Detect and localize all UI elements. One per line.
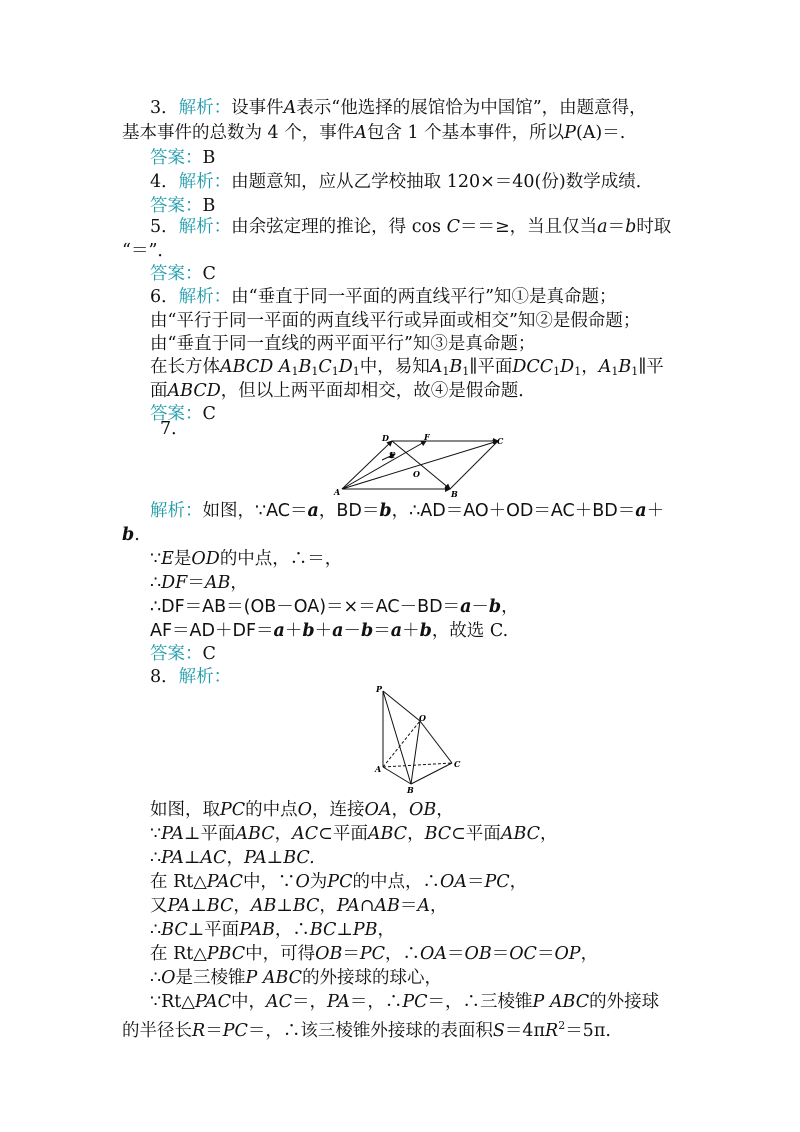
text: P ABC [532,992,590,1012]
text: ， [226,848,244,868]
q6-line-5 [150,380,536,402]
text: － [471,597,489,617]
text: BC [424,824,452,844]
q3-line-1 [150,97,647,119]
q8-line-4 [150,871,527,893]
text: C [202,264,216,284]
q3-line-2 [122,122,625,144]
q3-answer [150,147,215,169]
text: 如图，∵AC＝ [202,501,308,521]
text: 解析： [178,667,232,687]
text: AF＝AD＋DF＝ [150,621,274,641]
text: OA [364,800,392,820]
text: PA [161,848,184,868]
text: 的外接球的球心， [302,968,443,988]
text: 的中点，∴＝， [219,549,343,569]
q7-line-3 [150,548,342,570]
text: ＋ [284,621,303,641]
text: ∴DF＝AB＝(OB－OA)＝×＝AC－BD＝ [150,597,461,617]
text: ∴ [150,573,162,593]
text: AC [266,992,293,1012]
q5-answer [150,263,216,285]
text: ， [430,896,448,916]
q3-number: 3． [150,98,179,118]
text: ∵ [150,824,162,844]
text: ， [377,920,396,940]
text: ＝ [536,944,555,964]
text: A [598,357,612,377]
text: PA [161,824,184,844]
q7-number [160,418,189,440]
q8-line-5 [150,895,448,917]
q6-line-2 [150,310,640,332]
text: ＝ [342,944,360,964]
text: C [318,357,332,377]
text: AB [204,573,231,593]
fig-label-B: B [451,489,458,499]
text: 又 [150,896,168,916]
text: a [635,501,647,521]
text: PAB [239,920,275,940]
answer-label: 答案： [150,148,203,168]
text: 面 [150,381,168,401]
text: a [307,501,319,521]
text: ， [319,896,337,916]
text: A [354,123,367,143]
text: A [429,357,443,377]
text: OA [439,872,467,892]
parallelogram-figure [330,432,510,500]
fig-label-E: E [389,450,396,460]
text: E [161,549,174,569]
text: R [545,1021,559,1041]
text: ， [501,597,519,617]
text: S [492,1021,505,1041]
fig-label-B: B [407,785,414,793]
text: 如图，取 [150,800,220,820]
text: R [192,1021,206,1041]
text: ，∴ [274,920,310,940]
text: 表示“他选择的展馆恰为中国馆”，由题意得， [296,98,647,118]
text: PC [327,872,353,892]
q8-line-2 [150,823,558,845]
text: ＝，∴ [349,992,403,1012]
text: ∥平 [638,357,664,377]
text: AC [292,824,319,844]
text: ⊥ [190,896,207,916]
text: 1 [311,365,319,378]
text: ，连接 [312,800,365,820]
text: 1 [442,365,450,378]
text: PC [359,944,385,964]
q5-line-1 [150,216,671,238]
q7-line-1 [150,500,664,522]
text: ⊂平面 [451,824,501,844]
text: “＝”． [122,241,175,261]
text: ＋ [646,501,665,521]
text: a [273,621,285,641]
text: 基本事件的总数为 4 个，事件 [122,123,355,143]
text: a [332,621,344,641]
fig-label-O: O [419,713,426,723]
text: PBC [206,944,246,964]
text: b [379,501,392,521]
text: ， [509,872,528,892]
text: AB [374,896,400,916]
text: b [302,621,315,641]
text: OC [509,944,537,964]
text: ABCD A [220,357,292,377]
text: ⊥平面 [183,824,236,844]
text: 设事件 [231,98,284,118]
text: B [449,357,463,377]
text: 1 [331,365,339,378]
text: a [390,621,403,641]
text: O [295,872,310,892]
q8-line-9 [150,991,659,1013]
text: ⊥平面 [187,920,240,940]
text: A [417,896,431,916]
text: ， [581,357,599,377]
text: 解析： [150,501,203,521]
text: P [564,123,576,143]
text: DF [161,573,188,593]
fig-label-D: D [382,433,389,443]
text: 的半径长 [122,1021,192,1041]
text: ⊥ [266,848,284,868]
text: ∩ [359,896,375,916]
q4-answer [150,195,215,217]
text: b [625,217,637,237]
text: OA [419,944,447,964]
text: ⊥ [276,896,293,916]
text: ＝＝≥，当且仅当 [460,217,598,237]
text: ABC [367,824,408,844]
q8-line-1 [150,799,454,821]
text: C [202,644,216,664]
text: 中，∵ [242,872,296,892]
text: ，故选 C. [431,621,509,641]
fig-label-A: A [334,487,341,497]
text: 答案： [150,644,203,664]
text: BC. [283,848,315,868]
text: ， [274,824,293,844]
text: ABC [500,824,541,844]
text: 1 [462,365,470,378]
q8-line-7 [150,943,598,965]
q7-line-5 [150,596,519,618]
text: ， [233,896,251,916]
q6-line-1 [150,286,617,308]
text: PA [243,848,267,868]
text: 是 [173,549,192,569]
text: 由题意知，应从乙学校抽取 120×＝40(份)数学成绩． [231,172,654,192]
text: PC [222,1021,248,1041]
text: 1 [553,365,561,378]
text: b [122,525,135,545]
text: ＝. [602,123,626,143]
text: 6． [150,287,179,307]
q7-line-2 [122,524,140,546]
text: PA [327,992,350,1012]
text: 答案： [150,404,203,424]
text: ⊥ [336,920,353,940]
text: ＋ [402,621,420,641]
fig-label-O: O [413,469,420,479]
q3-analysis-label: 解析： [178,98,232,118]
text: OP [554,944,581,964]
text: ＝ [399,896,418,916]
text: ＝ [446,944,465,964]
text: ， [407,824,425,844]
text: 中，易知 [359,357,430,377]
fig-label-A: A [375,764,382,774]
text: 答案： [150,264,203,284]
q7-line-6 [150,620,508,642]
q8-line-6 [150,919,395,941]
text: C [202,404,216,424]
fig-label-C: C [454,759,461,769]
text: 在 Rt△ [150,944,207,964]
text: OB [409,800,437,820]
text: PB [352,920,378,940]
q7-answer [150,643,216,665]
text: P ABC [245,968,303,988]
text: 2 [558,1019,566,1032]
text: ＝ [205,1021,223,1041]
q7-line-4 [150,572,248,594]
text: (A) [575,123,603,143]
text: b [360,621,374,641]
text: a [597,217,608,237]
text: ∴ [150,848,162,868]
text: D [560,357,575,377]
text: 在 Rt△ [150,872,207,892]
pyramid-figure [370,683,470,793]
text: BC [206,896,234,916]
text: ∴ [150,968,162,988]
text: ，但以上两平面却相交，故④是假命题． [220,381,536,401]
q4-analysis-label: 解析： [178,172,232,192]
text: B [618,357,632,377]
q6-line-3 [150,333,535,355]
text: B [298,357,312,377]
q4-line-1 [150,171,653,193]
text: ， [436,800,454,820]
text: 由余弦定理的推论，得 cos [231,217,442,237]
text: 是三棱锥 [175,968,246,988]
text: ，∴AD＝AO＋OD＝AC＋BD＝ [391,501,636,521]
text: C [446,217,460,237]
text: PC [220,800,246,820]
text: a [460,597,472,617]
text: D [338,357,353,377]
text: 包含 1 个基本事件，所以 [366,123,565,143]
text: ∴ [150,920,162,940]
text: A [283,98,297,118]
text: 1 [631,365,639,378]
text: 的中点 [245,800,298,820]
text: PA [167,896,191,916]
text: 在长方体 [150,357,220,377]
text: ＝ [607,217,626,237]
text: 的中点，∴ [352,872,440,892]
text: PC [402,992,428,1012]
text: ， [230,573,248,593]
text: OB [464,944,492,964]
text: b [488,597,502,617]
text: ，BD＝ [318,501,380,521]
text: AB [250,896,277,916]
text: ＝5π. [565,1021,611,1041]
text: . [134,525,140,545]
text: 由“垂直于同一平面的两直线平行”知①是真命题； [231,287,617,307]
text: 答案： [150,196,203,216]
text: OD [191,549,220,569]
text: PC [484,872,510,892]
text: PAC [194,992,232,1012]
fig-label-C: C [497,436,504,446]
text: 由“垂直于同一直线的两平面平行”知③是真命题； [150,334,536,354]
text: ＝， [292,992,328,1012]
text: 1 [574,365,582,378]
text: 解析： [178,217,232,237]
text: 5． [150,217,179,237]
text: PAC [206,872,243,892]
text: 8． [150,667,179,687]
text: ， [540,824,558,844]
text: ＝ [373,621,391,641]
text: DCC [512,357,554,377]
text: ＝，∴该三棱锥外接球的表面积 [247,1021,493,1041]
text: ABC [235,824,275,844]
text: 1 [291,365,299,378]
text: 解析： [178,287,232,307]
text: ＝ [187,573,205,593]
text: ， [580,944,599,964]
text: BC [292,896,320,916]
fig-label-P: P [376,684,383,694]
q8-line-8 [150,967,442,989]
text: 为 [309,872,328,892]
text: 由“平行于同一平面的两直线平行或异面或相交”知②是假命题； [150,311,641,331]
text: O [161,968,176,988]
q5-line-2 [122,240,175,262]
text: 的外接球 [589,992,660,1012]
text: ∥平面 [469,357,513,377]
q8-line-3 [150,847,315,869]
text: b [419,621,432,641]
text: AC [200,848,227,868]
text: ＝ [466,872,485,892]
text: PA [336,896,360,916]
text: ∵ [150,549,162,569]
text: 4． [150,172,179,192]
q8-line-10 [122,1015,611,1042]
text: 时取 [636,217,672,237]
text: 中， [231,992,267,1012]
q6-line-4 [150,356,664,383]
text: ⊥ [183,848,201,868]
text: ＋ [314,621,333,641]
fig-label-F: F [424,432,430,442]
text: OB [315,944,343,964]
text: 中，可得 [245,944,316,964]
text: 1 [352,365,360,378]
text: ABCD [167,381,221,401]
text: ＝4π [504,1021,545,1041]
text: － [343,621,361,641]
answer-value: B [202,148,216,168]
text: ＝，∴三棱锥 [427,992,533,1012]
text: 1 [611,365,619,378]
text: ∵Rt△ [150,992,195,1012]
q8-line-0 [150,666,231,688]
text: ， [391,800,410,820]
text: ＝ [491,944,510,964]
text: ，∴ [384,944,420,964]
text: O [297,800,313,820]
text: ⊂平面 [318,824,368,844]
text: BC [161,920,188,940]
text: 7． [160,419,189,439]
text: B [202,196,216,216]
text: BC [309,920,337,940]
